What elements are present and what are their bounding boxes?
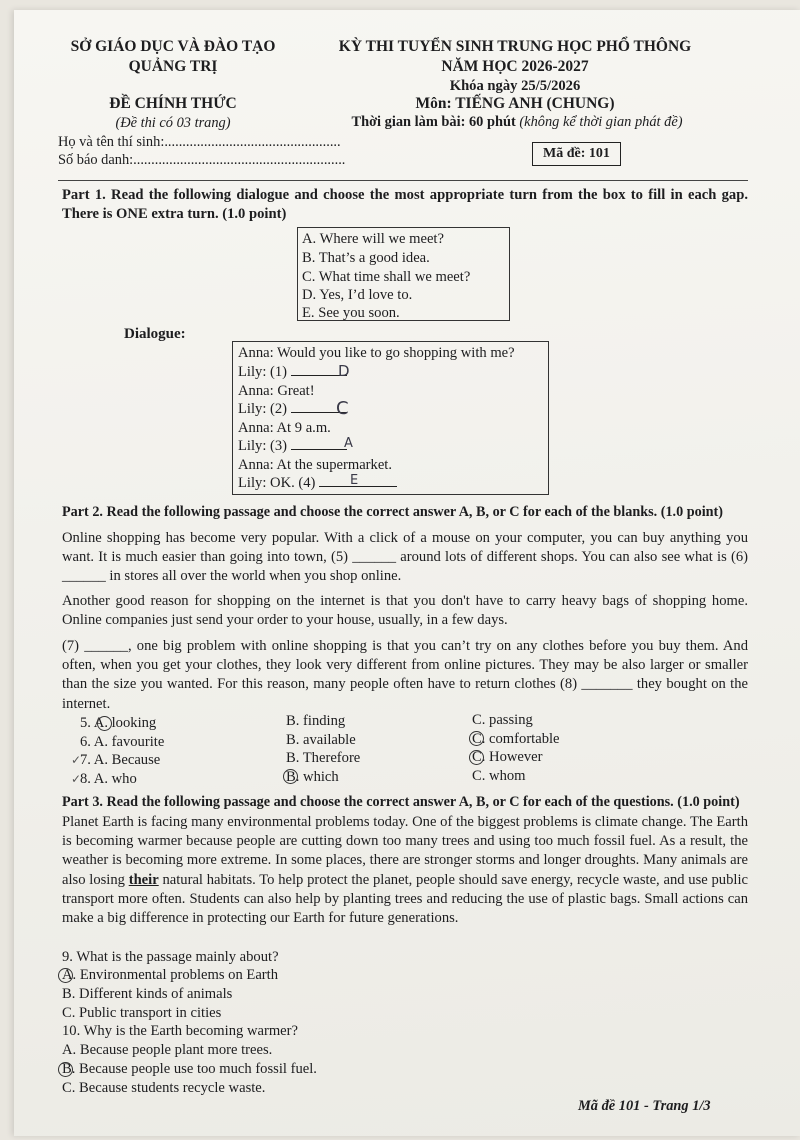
q10-option-c: C. Because students recycle waste. [62, 1080, 266, 1096]
q6-option-c: C. comfortable [472, 731, 560, 747]
passage-underlined-word: their [128, 871, 159, 888]
tick-mark-q7: ✓ [71, 753, 82, 767]
school-year: NĂM HỌC 2026-2027 [441, 58, 589, 75]
q10-stem: 10. Why is the Earth becoming warmer? [62, 1023, 298, 1039]
candidate-number-field: Số báo danh:........................................................... [58, 152, 346, 168]
dialogue-label: Dialogue: [124, 326, 186, 342]
q9-option-a: A. Environmental problems on Earth [62, 967, 279, 983]
time-line [322, 114, 712, 131]
q7-option-a: 7. A. Because [80, 752, 161, 768]
dialogue-line-8 [238, 474, 397, 493]
dialogue-prefix: Lily: (3) [238, 438, 288, 454]
answer-circle-q7 [469, 750, 484, 765]
part3-passage [62, 813, 748, 928]
page-count-note: (Đề thi có 03 trang) [115, 115, 231, 131]
dialogue-prefix: Lily: (2) [238, 401, 288, 417]
q6-option-b: B. available [286, 732, 356, 748]
official-label: ĐỀ CHÍNH THỨC [109, 95, 237, 112]
handwritten-answer-3: A [344, 436, 353, 451]
exam-title: KỲ THI TUYỂN SINH TRUNG HỌC PHỔ THÔNG [338, 38, 692, 55]
part2-instruction: Part 2. Read the following passage and choose the correct answer A, B, or C for each of the blanks. (1.0 point) [62, 504, 724, 520]
passage-text: Planet Earth is facing many environmental problems today. One of the biggest problems is climate change. The Earth is becoming warmer because people are cutting down too many trees and using too much fossil fuel. As a result, the weather is becoming more extreme. In some places, there are stronger storms and longer droughts. Many animals are also losing [62, 814, 748, 888]
dialogue-line-7: Anna: At the supermarket. [238, 457, 393, 473]
tick-mark-q8: ✓ [71, 772, 82, 786]
part1-instruction: Part 1. Read the following dialogue and choose the most appropriate turn from the box to fill in each gap. There is ONE extra turn. (1.0 point) [62, 187, 748, 222]
q10-option-b: B. Because people use too much fossil fuel. [62, 1061, 317, 1077]
dialogue-prefix: Lily: (1) [238, 364, 288, 380]
dialogue-line-6 [238, 437, 347, 456]
time-allowed: Thời gian làm bài: 60 phút [351, 114, 520, 130]
q9-stem: 9. What is the passage mainly about? [62, 949, 279, 965]
province-name: QUẢNG TRỊ [128, 58, 218, 75]
q9-option-b: B. Different kinds of animals [62, 986, 233, 1002]
turn-option-a: A. Where will we meet? [302, 231, 444, 247]
gap-3 [291, 449, 347, 450]
dialogue-line-3: Anna: Great! [238, 383, 315, 399]
answer-circle-q8 [283, 769, 298, 784]
exam-code-box: Mã đề: 101 [532, 142, 621, 166]
turn-option-c: C. What time shall we meet? [302, 269, 471, 285]
time-note: (không kể thời gian phát đề) [519, 114, 683, 130]
part2-paragraph-1: Online shopping has become very popular. With a click of a mouse on your computer, you can buy anything you want. It is much easier than going into town, (5) ______ around lots of different shops. You can also see what is (6) ______ in stores all over the world when you shop online. [62, 530, 748, 585]
dialogue-line-5: Anna: At 9 a.m. [238, 420, 331, 436]
q5-option-a: 5. A. looking [80, 715, 157, 731]
answer-circle-q6 [469, 731, 484, 746]
part2-paragraph-2: Another good reason for shopping on the internet is that you don't have to carry heavy bags of shopping home. Online companies just send your order to your house, usually, in a few days. [62, 593, 748, 629]
turn-option-b: B. That’s a good idea. [302, 250, 430, 266]
exam-date: Khóa ngày 25/5/2026 [449, 78, 581, 94]
turn-option-d: D. Yes, I’d love to. [302, 287, 413, 303]
answer-circle-q10 [58, 1062, 73, 1077]
q8-option-b: B. which [286, 769, 339, 785]
part2-paragraph-3: (7) ______, one big problem with online shopping is that you can’t try on any clothes before you buy them. And often, when you get your clothes, they look very different from online pictures. They may be also larger or smaller than the size you wanted. For this reason, many people often have to return clothes (8) _______ they bought on the internet. [62, 638, 748, 712]
passage-text: natural habitats. To help protect the planet, people should save energy, recycle waste, and use public transport more often. Students can also help by planting trees and reducing the use of plastic bags. Small actions can make a big difference in protecting our Earth for future generations. [62, 871, 748, 927]
answer-circle-q9 [58, 968, 73, 983]
q5-option-b: B. finding [286, 713, 346, 729]
answer-circle-q5 [97, 716, 112, 731]
q8-option-c: C. whom [472, 768, 526, 784]
header-divider [58, 180, 748, 181]
turn-option-e: E. See you soon. [302, 305, 400, 321]
q7-option-c: C. However [472, 749, 543, 765]
q9-option-c: C. Public transport in cities [62, 1005, 222, 1021]
dialogue-line-4 [238, 400, 347, 419]
q8-option-a: 8. A. who [80, 771, 137, 787]
q6-option-a: 6. A. favourite [80, 734, 165, 750]
candidate-name-field: Họ và tên thí sinh:................................................. [58, 134, 341, 150]
q10-option-a: A. Because people plant more trees. [62, 1042, 273, 1058]
q7-option-b: B. Therefore [286, 750, 361, 766]
handwritten-answer-1: D [338, 362, 350, 380]
handwritten-answer-4: E [350, 473, 359, 488]
dialogue-prefix: Lily: OK. (4) [238, 475, 316, 491]
subject: Môn: TIẾNG ANH (CHUNG) [415, 95, 615, 112]
handwritten-answer-2: C [336, 398, 349, 419]
dialogue-line-1: Anna: Would you like to go shopping with me? [238, 345, 515, 361]
dialogue-line-2 [238, 363, 347, 382]
department-name: SỞ GIÁO DỤC VÀ ĐÀO TẠO [70, 38, 276, 55]
part3-instruction: Part 3. Read the following passage and choose the correct answer A, B, or C for each of the questions. (1.0 point) [62, 794, 740, 810]
page-footer: Mã đề 101 - Trang 1/3 [578, 1098, 711, 1114]
q5-option-c: C. passing [472, 712, 533, 728]
